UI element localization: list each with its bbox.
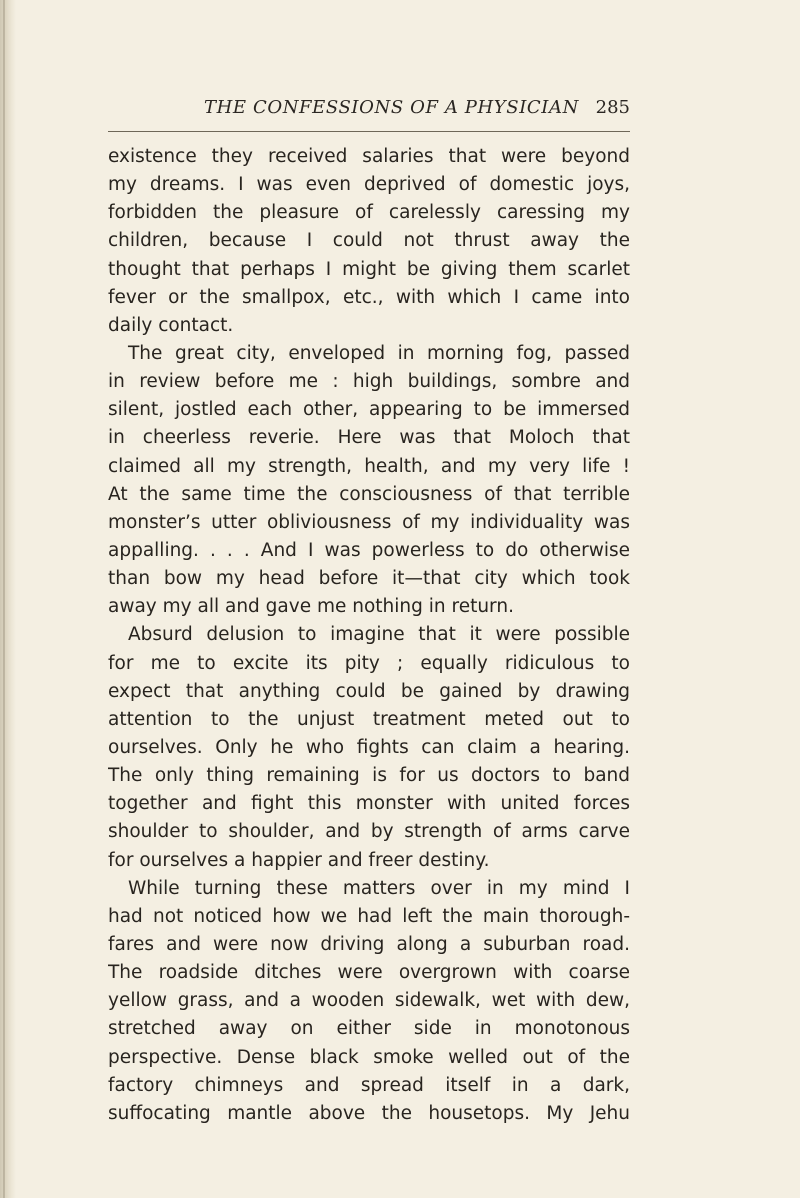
text-line: yellow grass, and a wooden sidewalk, wet with dew, — [108, 990, 630, 1012]
text-line: claimed all my strength, health, and my very life ! — [108, 455, 630, 477]
text-line: together and fight this monster with united forces — [108, 793, 630, 815]
text-line: fares and were now driving along a suburban road. — [108, 933, 630, 955]
paragraph-first-line: While turning these matters over in my mind I — [128, 877, 630, 899]
text-line: than bow my head before it—that city which took — [108, 568, 630, 590]
text-line: forbidden the pleasure of carelessly caressing my — [108, 202, 630, 224]
text-line: for ourselves a happier and freer destiny. — [108, 849, 490, 871]
text-line: for me to excite its pity ; equally ridiculous to — [108, 652, 630, 674]
text-line: The roadside ditches were overgrown with coarse — [108, 962, 630, 984]
text-line: thought that perhaps I might be giving them scarlet — [108, 258, 630, 280]
paragraph-first-line: Absurd delusion to imagine that it were possible — [128, 624, 630, 646]
header-rule — [108, 131, 630, 132]
text-line: suffocating mantle above the housetops. My Jehu — [108, 1102, 630, 1124]
text-line: shoulder to shoulder, and by strength of arms carve — [108, 821, 630, 843]
text-line: The only thing remaining is for us doctors to band — [108, 765, 630, 787]
text-line: my dreams. I was even deprived of domestic joys, — [108, 174, 630, 196]
body-text — [108, 143, 630, 1128]
text-line: At the same time the consciousness of that terrible — [108, 483, 630, 505]
text-line: fever or the smallpox, etc., with which I came into — [108, 286, 630, 308]
paragraph-first-line: The great city, enveloped in morning fog, passed — [128, 342, 630, 364]
text-line: daily contact. — [108, 314, 234, 336]
text-line: monster’s utter obliviousness of my individuality was — [108, 511, 630, 533]
text-line: existence they received salaries that were beyond — [108, 146, 630, 167]
page-number: 285 — [595, 97, 630, 118]
binding-edge-line — [3, 0, 5, 1198]
running-head — [108, 97, 630, 123]
text-line: appalling. . . . And I was powerless to do otherwise — [108, 539, 630, 561]
text-line: away my all and gave me nothing in return. — [108, 596, 514, 618]
text-line: perspective. Dense black smoke welled out of the — [108, 1046, 630, 1068]
text-line: factory chimneys and spread itself in a dark, — [108, 1074, 630, 1096]
text-line: expect that anything could be gained by drawing — [108, 680, 630, 702]
text-line: in review before me : high buildings, sombre and — [108, 371, 630, 393]
text-line: had not noticed how we had left the main thorough- — [108, 905, 630, 927]
text-line: attention to the unjust treatment meted out to — [108, 708, 630, 730]
text-line: ourselves. Only he who fights can claim a hearing. — [108, 736, 630, 758]
text-line: in cheerless reverie. Here was that Moloch that — [108, 427, 630, 449]
running-head-title: THE CONFESSIONS OF A PHYSICIAN — [204, 97, 579, 118]
text-line: children, because I could not thrust away the — [108, 230, 630, 252]
text-line: silent, jostled each other, appearing to be immersed — [108, 399, 630, 421]
text-line: stretched away on either side in monotonous — [108, 1018, 630, 1040]
